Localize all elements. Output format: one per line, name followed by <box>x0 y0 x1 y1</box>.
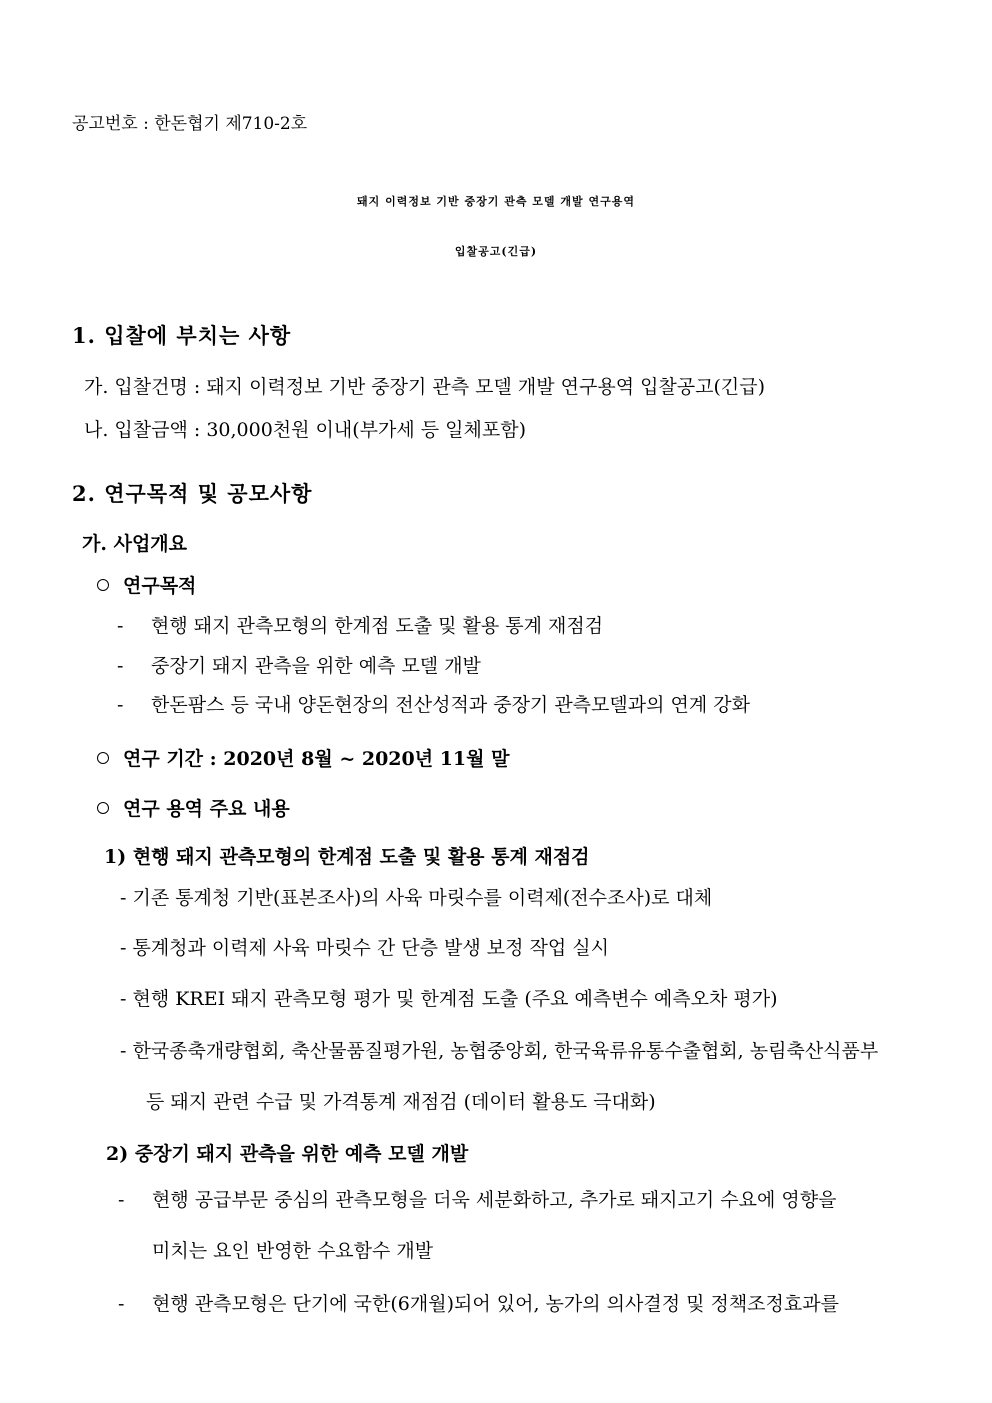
part1-bullet: - 통계청과 이력제 사육 마릿수 간 단층 발생 보정 작업 실시 <box>120 937 609 959</box>
part1-bullet: - 기존 통계청 기반(표본조사)의 사육 마릿수를 이력제(전수조사)로 대체 <box>120 887 713 909</box>
purpose-bullet: - 한돈팜스 등 국내 양돈현장의 전산성적과 중장기 관측모델과의 연계 강화 <box>117 694 750 716</box>
circle-bullet-icon <box>97 752 109 764</box>
purpose-heading <box>97 572 196 600</box>
part1-heading: 1) 현행 돼지 관측모형의 한계점 도출 및 활용 통계 재점검 <box>104 846 590 868</box>
bid-name-item: 가. 입찰건명 : 돼지 이력정보 기반 중장기 관측 모델 개발 연구용역 입찰공고(긴급) <box>84 376 766 398</box>
research-period <box>97 745 509 773</box>
contents-heading-text: 연구 용역 주요 내용 <box>123 798 290 820</box>
notice-number: 공고번호 : 한돈협기 제710-2호 <box>72 114 308 134</box>
page-title-line2: 입찰공고(긴급) <box>454 245 538 258</box>
section1-heading: 1. 입찰에 부치는 사항 <box>72 323 292 348</box>
part1-bullet: - 현행 KREI 돼지 관측모형 평가 및 한계점 도출 (주요 예측변수 예측오차 평가) <box>120 988 778 1010</box>
part2-bullet: - 현행 공급부문 중심의 관측모형을 더욱 세분화하고, 추가로 돼지고기 수요에 영향을 <box>118 1189 837 1211</box>
part2-bullet-text: 현행 관측모형은 단기에 국한(6개월)되어 있어, 농가의 의사결정 및 정책조정효과를 <box>152 1293 839 1315</box>
circle-bullet-icon <box>97 802 109 814</box>
research-period-text: 연구 기간 : 2020년 8월 ~ 2020년 11월 말 <box>123 748 510 770</box>
circle-bullet-icon <box>97 579 109 591</box>
contents-heading <box>97 795 290 823</box>
purpose-heading-text: 연구목적 <box>123 575 197 597</box>
bid-amount-item: 나. 입찰금액 : 30,000천원 이내(부가세 등 일체포함) <box>84 419 527 441</box>
purpose-bullet: - 현행 돼지 관측모형의 한계점 도출 및 활용 통계 재점검 <box>117 615 604 637</box>
business-overview-heading: 가. 사업개요 <box>82 533 187 555</box>
part2-heading: 2) 중장기 돼지 관측을 위한 예측 모델 개발 <box>106 1143 469 1165</box>
purpose-bullet-text: 중장기 돼지 관측을 위한 예측 모델 개발 <box>151 655 481 677</box>
section2-heading: 2. 연구목적 및 공모사항 <box>72 481 313 506</box>
part2-bullet-text: 현행 공급부문 중심의 관측모형을 더욱 세분화하고, 추가로 돼지고기 수요에 영향을 <box>152 1189 837 1211</box>
part2-bullet: - 현행 관측모형은 단기에 국한(6개월)되어 있어, 농가의 의사결정 및 정책조정효과를 <box>118 1293 839 1315</box>
purpose-bullet-text: 현행 돼지 관측모형의 한계점 도출 및 활용 통계 재점검 <box>151 615 604 637</box>
part1-bullet: - 한국종축개량협회, 축산물품질평가원, 농협중앙회, 한국육류유통수출협회, 농림축산식품부 <box>120 1040 879 1062</box>
page-title-line1: 돼지 이력정보 기반 중장기 관측 모델 개발 연구용역 <box>357 195 635 208</box>
part1-bullet-continuation: 등 돼지 관련 수급 및 가격통계 재점검 (데이터 활용도 극대화) <box>146 1091 656 1113</box>
purpose-bullet: - 중장기 돼지 관측을 위한 예측 모델 개발 <box>117 655 481 677</box>
part2-bullet-continuation: 미치는 요인 반영한 수요함수 개발 <box>152 1240 434 1262</box>
purpose-bullet-text: 한돈팜스 등 국내 양돈현장의 전산성적과 중장기 관측모델과의 연계 강화 <box>151 694 750 716</box>
